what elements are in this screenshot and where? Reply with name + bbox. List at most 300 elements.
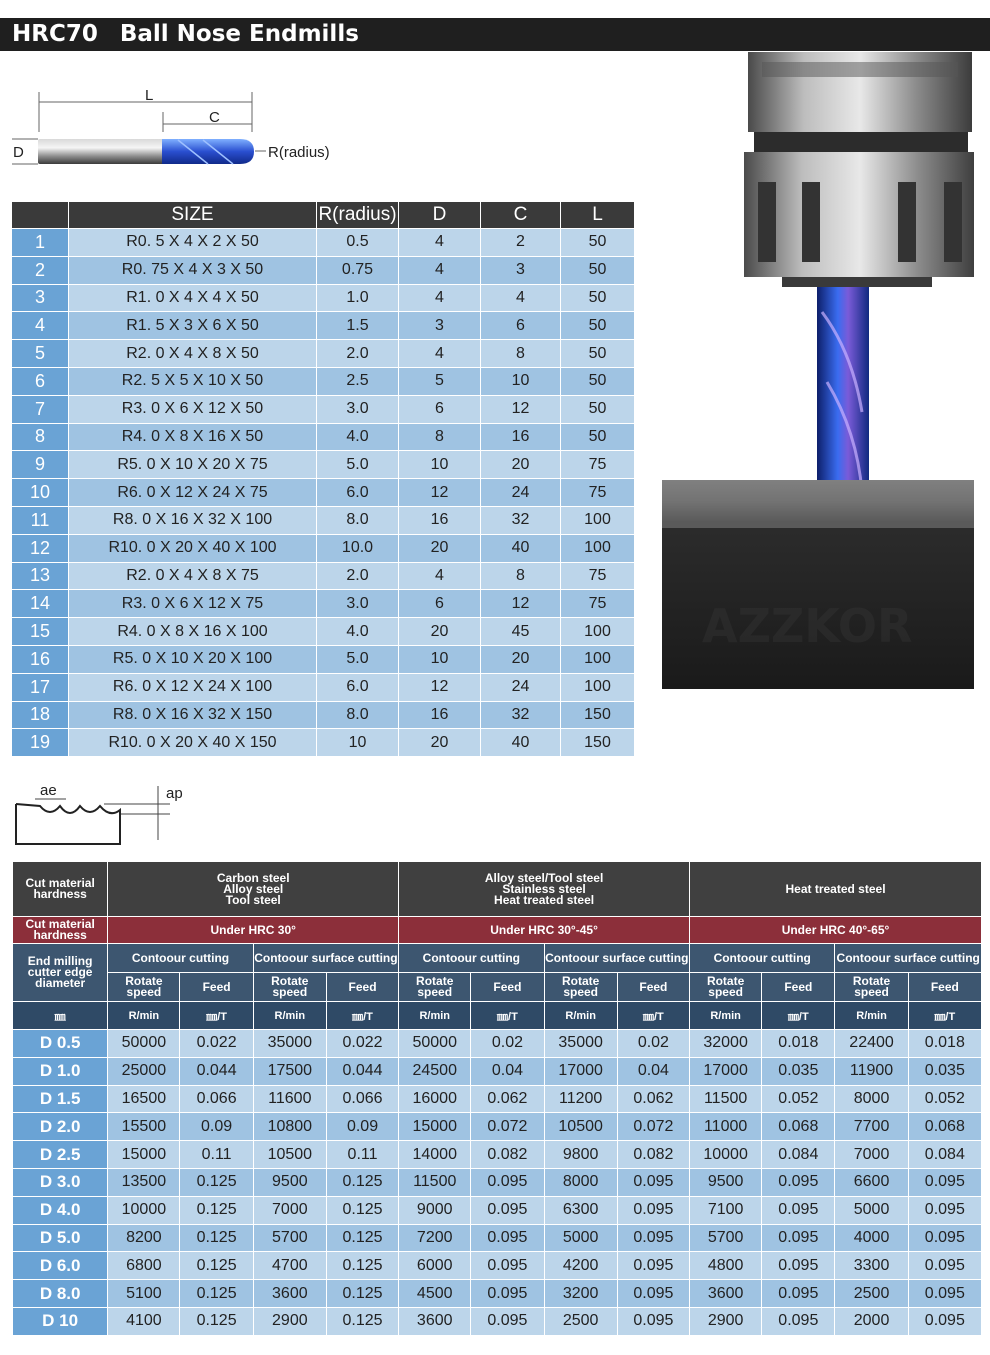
table-cell: 10500: [253, 1141, 326, 1169]
table-cell: 7000: [253, 1196, 326, 1224]
table-cell: 0.095: [762, 1224, 835, 1252]
row-index: 7: [12, 395, 69, 423]
unit-feed: ㎜/T: [180, 1002, 253, 1030]
table-cell: 4100: [108, 1307, 180, 1335]
table-cell: 16: [481, 423, 561, 451]
label-ap: ap: [166, 785, 183, 802]
table-cell: 14000: [399, 1141, 471, 1169]
dim-label-D: D: [13, 144, 24, 161]
table-cell: 20: [399, 534, 481, 562]
rotate-speed-header: Rotate speed: [253, 973, 326, 1002]
table-cell: 50: [561, 340, 635, 368]
table-cell: R8. 0 X 16 X 32 X 150: [69, 701, 317, 729]
table-cell: 75: [561, 590, 635, 618]
size-table-row: [12, 312, 635, 340]
table-cell: 10800: [253, 1113, 326, 1141]
size-table-row: [12, 256, 635, 284]
table-cell: 4: [399, 256, 481, 284]
table-cell: 0.052: [762, 1085, 835, 1113]
table-cell: 15000: [108, 1141, 180, 1169]
cut-material-label: Cut material hardness: [13, 862, 108, 917]
table-cell: 5: [399, 367, 481, 395]
table-cell: 24: [481, 673, 561, 701]
table-cell: 25000: [108, 1057, 180, 1085]
param-table-row: [13, 1085, 982, 1113]
table-cell: 0.062: [617, 1085, 689, 1113]
dim-label-L: L: [145, 87, 154, 104]
dim-label-R: R(radius): [268, 144, 330, 161]
table-cell: 1.0: [317, 284, 399, 312]
table-cell: 15000: [399, 1113, 471, 1141]
table-cell: 0.095: [908, 1224, 981, 1252]
table-cell: 0.02: [617, 1030, 689, 1058]
table-cell: 0.095: [908, 1252, 981, 1280]
table-cell: 3600: [399, 1307, 471, 1335]
table-cell: 12: [399, 479, 481, 507]
table-cell: 40: [481, 534, 561, 562]
table-cell: 2: [481, 229, 561, 257]
table-cell: 0.125: [326, 1168, 398, 1196]
material-line: Heat treated steel: [785, 881, 886, 896]
table-cell: 0.084: [762, 1141, 835, 1169]
size-table-row: [12, 395, 635, 423]
rotate-speed-header: Rotate speed: [108, 973, 180, 1002]
table-cell: 10: [481, 367, 561, 395]
table-cell: 50: [561, 229, 635, 257]
size-table-row: [12, 618, 635, 646]
table-cell: 4200: [544, 1252, 617, 1280]
table-cell: 11500: [690, 1085, 762, 1113]
size-table-row: [12, 701, 635, 729]
table-cell: 0.125: [326, 1252, 398, 1280]
feed-header: Feed: [762, 973, 835, 1002]
table-cell: 35000: [544, 1030, 617, 1058]
table-cell: 0.095: [471, 1280, 544, 1308]
table-cell: R8. 0 X 16 X 32 X 100: [69, 506, 317, 534]
table-cell: 0.084: [908, 1141, 981, 1169]
table-cell: 3: [481, 256, 561, 284]
table-cell: 0.09: [180, 1113, 253, 1141]
table-cell: 10: [317, 729, 399, 757]
table-cell: 100: [561, 645, 635, 673]
table-cell: 0.125: [326, 1307, 398, 1335]
row-index: 8: [12, 423, 69, 451]
size-table-row: [12, 645, 635, 673]
diameter-cell: D 10: [13, 1307, 108, 1335]
material-group-3: [690, 862, 982, 917]
size-table-header: [12, 202, 635, 229]
table-cell: 3: [399, 312, 481, 340]
size-table-row: [12, 534, 635, 562]
table-cell: 100: [561, 673, 635, 701]
row-index: 3: [12, 284, 69, 312]
table-cell: R5. 0 X 10 X 20 X 100: [69, 645, 317, 673]
unit-feed: ㎜/T: [326, 1002, 398, 1030]
table-cell: 0.095: [617, 1224, 689, 1252]
feed-header: Feed: [326, 973, 398, 1002]
table-cell: 150: [561, 729, 635, 757]
table-cell: 0.066: [326, 1085, 398, 1113]
table-cell: 0.095: [471, 1252, 544, 1280]
param-table-row: [13, 1141, 982, 1169]
table-cell: 9000: [399, 1196, 471, 1224]
size-table-row: [12, 423, 635, 451]
cutting-parameters-table: [12, 861, 982, 1336]
table-cell: R3. 0 X 6 X 12 X 50: [69, 395, 317, 423]
table-cell: 0.125: [326, 1196, 398, 1224]
table-cell: 2500: [835, 1280, 908, 1308]
table-cell: 4800: [690, 1252, 762, 1280]
table-cell: 15500: [108, 1113, 180, 1141]
table-cell: 10500: [544, 1113, 617, 1141]
table-cell: 12: [481, 590, 561, 618]
table-cell: 0.125: [326, 1280, 398, 1308]
param-table-row: [13, 1168, 982, 1196]
table-cell: 6: [481, 312, 561, 340]
table-cell: 50: [561, 395, 635, 423]
unit-feed: ㎜/T: [908, 1002, 981, 1030]
table-cell: 24: [481, 479, 561, 507]
table-cell: 0.066: [180, 1085, 253, 1113]
table-cell: 6.0: [317, 479, 399, 507]
feed-header: Feed: [471, 973, 544, 1002]
row-index: 19: [12, 729, 69, 757]
table-cell: 16: [399, 701, 481, 729]
op-contour-surface: Contoour surface cutting: [835, 944, 982, 973]
op-contour: Contoour cutting: [690, 944, 835, 973]
table-cell: R2. 0 X 4 X 8 X 50: [69, 340, 317, 368]
hardness-row: [13, 917, 982, 944]
op-contour: Contoour cutting: [108, 944, 253, 973]
table-cell: 6: [399, 590, 481, 618]
diameter-cell: D 0.5: [13, 1030, 108, 1058]
table-cell: 150: [561, 701, 635, 729]
table-cell: 24500: [399, 1057, 471, 1085]
table-cell: 3300: [835, 1252, 908, 1280]
row-index: 11: [12, 506, 69, 534]
row-index: 1: [12, 229, 69, 257]
table-cell: 0.095: [617, 1252, 689, 1280]
table-cell: 9500: [253, 1168, 326, 1196]
table-cell: 2900: [690, 1307, 762, 1335]
table-cell: 3.0: [317, 395, 399, 423]
param-table-row: [13, 1057, 982, 1085]
table-cell: 20: [399, 618, 481, 646]
feed-header: Feed: [180, 973, 253, 1002]
diameter-label: End milling cutter edge diameter: [13, 944, 108, 1002]
op-contour-surface: Contoour surface cutting: [544, 944, 689, 973]
size-table-row: [12, 284, 635, 312]
param-table-row: [13, 1252, 982, 1280]
unit-feed: ㎜/T: [617, 1002, 689, 1030]
row-index: 13: [12, 562, 69, 590]
table-cell: 0.068: [762, 1113, 835, 1141]
rotate-speed-header: Rotate speed: [835, 973, 908, 1002]
material-group-2: [399, 862, 690, 917]
table-cell: 50: [561, 423, 635, 451]
tool-dimension-diagram: [8, 82, 338, 182]
table-cell: 0.022: [326, 1030, 398, 1058]
table-cell: 17500: [253, 1057, 326, 1085]
row-index: 4: [12, 312, 69, 340]
row-index: 6: [12, 367, 69, 395]
table-cell: 3.0: [317, 590, 399, 618]
unit-mm: ㎜: [13, 1002, 108, 1030]
table-cell: R0. 75 X 4 X 3 X 50: [69, 256, 317, 284]
table-cell: 5100: [108, 1280, 180, 1308]
unit-feed: ㎜/T: [471, 1002, 544, 1030]
table-cell: 2.5: [317, 367, 399, 395]
table-cell: 50000: [399, 1030, 471, 1058]
unit-rpm: R/min: [835, 1002, 908, 1030]
diameter-cell: D 1.5: [13, 1085, 108, 1113]
operation-row: [13, 944, 982, 973]
table-cell: R6. 0 X 12 X 24 X 100: [69, 673, 317, 701]
table-cell: 20: [481, 451, 561, 479]
table-cell: 4: [399, 562, 481, 590]
table-cell: 40: [481, 729, 561, 757]
table-cell: 0.02: [471, 1030, 544, 1058]
param-table-row: [13, 1307, 982, 1335]
table-cell: 9500: [690, 1168, 762, 1196]
table-cell: 4: [399, 340, 481, 368]
table-cell: 0.018: [762, 1030, 835, 1058]
row-index: 2: [12, 256, 69, 284]
table-cell: 5000: [544, 1224, 617, 1252]
tool-shank: [38, 139, 164, 164]
table-cell: 13500: [108, 1168, 180, 1196]
table-cell: 75: [561, 562, 635, 590]
table-cell: 8.0: [317, 701, 399, 729]
table-cell: 0.082: [617, 1141, 689, 1169]
table-cell: 2.0: [317, 562, 399, 590]
table-cell: 7100: [690, 1196, 762, 1224]
cut-material-hardness-label: Cut material hardness: [13, 917, 108, 944]
row-index: 5: [12, 340, 69, 368]
table-cell: 0.125: [180, 1252, 253, 1280]
table-cell: 6.0: [317, 673, 399, 701]
size-table-row: [12, 729, 635, 757]
table-cell: 0.095: [617, 1307, 689, 1335]
table-cell: 0.082: [471, 1141, 544, 1169]
table-cell: 2500: [544, 1307, 617, 1335]
table-cell: 0.125: [180, 1196, 253, 1224]
table-cell: 1.5: [317, 312, 399, 340]
table-cell: 100: [561, 618, 635, 646]
table-cell: 9800: [544, 1141, 617, 1169]
table-cell: 7200: [399, 1224, 471, 1252]
size-table-row: [12, 451, 635, 479]
table-cell: 10: [399, 451, 481, 479]
row-index: 12: [12, 534, 69, 562]
table-cell: 50: [561, 284, 635, 312]
table-cell: 4: [399, 229, 481, 257]
table-cell: 50: [561, 256, 635, 284]
header-cell: L: [561, 202, 635, 229]
table-cell: 3600: [690, 1280, 762, 1308]
table-cell: 75: [561, 479, 635, 507]
tool-flute: [162, 139, 254, 164]
param-table-row: [13, 1030, 982, 1058]
table-cell: 0.095: [471, 1196, 544, 1224]
table-cell: 0.095: [471, 1168, 544, 1196]
table-cell: 0.095: [617, 1168, 689, 1196]
table-cell: R10. 0 X 20 X 40 X 100: [69, 534, 317, 562]
table-cell: 16500: [108, 1085, 180, 1113]
table-cell: 35000: [253, 1030, 326, 1058]
unit-feed: ㎜/T: [762, 1002, 835, 1030]
table-cell: 17000: [690, 1057, 762, 1085]
table-cell: 0.095: [617, 1280, 689, 1308]
table-cell: 0.062: [471, 1085, 544, 1113]
table-cell: 4.0: [317, 423, 399, 451]
table-cell: R10. 0 X 20 X 40 X 150: [69, 729, 317, 757]
material-line: Stainless steel: [502, 881, 586, 896]
table-cell: R4. 0 X 8 X 16 X 50: [69, 423, 317, 451]
row-index: 14: [12, 590, 69, 618]
table-cell: 11600: [253, 1085, 326, 1113]
unit-row: [13, 1002, 982, 1030]
diameter-cell: D 8.0: [13, 1280, 108, 1308]
material-group-1: [108, 862, 399, 917]
table-cell: 12: [481, 395, 561, 423]
material-row: [13, 862, 982, 917]
diameter-cell: D 6.0: [13, 1252, 108, 1280]
table-cell: 6600: [835, 1168, 908, 1196]
table-cell: 2.0: [317, 340, 399, 368]
rotate-speed-header: Rotate speed: [544, 973, 617, 1002]
table-cell: 11900: [835, 1057, 908, 1085]
table-cell: R2. 5 X 5 X 10 X 50: [69, 367, 317, 395]
table-cell: R4. 0 X 8 X 16 X 100: [69, 618, 317, 646]
material-line: Tool steel: [225, 892, 281, 907]
hardness-cell: Under HRC 40°-65°: [690, 917, 982, 944]
header-cell: SIZE: [69, 202, 317, 229]
table-cell: 16000: [399, 1085, 471, 1113]
table-cell: 8000: [544, 1168, 617, 1196]
table-cell: 16: [399, 506, 481, 534]
row-index: 9: [12, 451, 69, 479]
param-table-row: [13, 1113, 982, 1141]
table-cell: 8200: [108, 1224, 180, 1252]
row-index: 18: [12, 701, 69, 729]
size-table-row: [12, 229, 635, 257]
param-table-row: [13, 1224, 982, 1252]
table-cell: 22400: [835, 1030, 908, 1058]
table-cell: 0.072: [471, 1113, 544, 1141]
size-table-row: [12, 340, 635, 368]
table-cell: 6800: [108, 1252, 180, 1280]
table-cell: 0.052: [908, 1085, 981, 1113]
table-cell: 3600: [253, 1280, 326, 1308]
table-cell: 50: [561, 312, 635, 340]
table-cell: 75: [561, 451, 635, 479]
table-cell: 2000: [835, 1307, 908, 1335]
table-cell: 0.068: [908, 1113, 981, 1141]
table-cell: 0.018: [908, 1030, 981, 1058]
table-cell: 0.09: [326, 1113, 398, 1141]
table-cell: 20: [399, 729, 481, 757]
diameter-cell: D 1.0: [13, 1057, 108, 1085]
table-cell: 8000: [835, 1085, 908, 1113]
op-contour-surface: Contoour surface cutting: [253, 944, 398, 973]
table-cell: 0.095: [908, 1280, 981, 1308]
hardness-cell: Under HRC 30°: [108, 917, 399, 944]
table-cell: 0.035: [762, 1057, 835, 1085]
row-index: 15: [12, 618, 69, 646]
table-cell: 100: [561, 534, 635, 562]
table-cell: 0.04: [471, 1057, 544, 1085]
table-cell: 32000: [690, 1030, 762, 1058]
table-cell: 0.04: [617, 1057, 689, 1085]
size-table-row: [12, 506, 635, 534]
rotate-speed-header: Rotate speed: [690, 973, 762, 1002]
table-cell: 6: [399, 395, 481, 423]
table-cell: 0.125: [180, 1224, 253, 1252]
table-cell: 0.095: [762, 1168, 835, 1196]
table-cell: 0.125: [180, 1280, 253, 1308]
feed-header: Feed: [617, 973, 689, 1002]
table-cell: 32: [481, 701, 561, 729]
size-table-row: [12, 590, 635, 618]
table-cell: 50000: [108, 1030, 180, 1058]
table-cell: 0.125: [326, 1224, 398, 1252]
param-table-row: [13, 1196, 982, 1224]
table-cell: 11000: [690, 1113, 762, 1141]
table-cell: 4700: [253, 1252, 326, 1280]
unit-rpm: R/min: [108, 1002, 180, 1030]
table-cell: 0.095: [908, 1307, 981, 1335]
rotate-speed-header: Rotate speed: [399, 973, 471, 1002]
table-cell: 7000: [835, 1141, 908, 1169]
table-cell: 0.095: [617, 1196, 689, 1224]
table-cell: R1. 0 X 4 X 4 X 50: [69, 284, 317, 312]
table-cell: R1. 5 X 3 X 6 X 50: [69, 312, 317, 340]
diameter-cell: D 2.0: [13, 1113, 108, 1141]
table-cell: 0.095: [762, 1280, 835, 1308]
table-cell: 0.072: [617, 1113, 689, 1141]
label-ae: ae: [40, 782, 57, 799]
table-cell: 0.75: [317, 256, 399, 284]
table-cell: 4.0: [317, 618, 399, 646]
row-index: 17: [12, 673, 69, 701]
table-cell: 0.11: [180, 1141, 253, 1169]
diameter-cell: D 3.0: [13, 1168, 108, 1196]
table-cell: R0. 5 X 4 X 2 X 50: [69, 229, 317, 257]
material-line: Alloy steel: [223, 881, 284, 896]
table-cell: 0.044: [326, 1057, 398, 1085]
table-cell: 10000: [690, 1141, 762, 1169]
material-line: Heat treated steel: [494, 892, 595, 907]
header-cell: [12, 202, 69, 229]
unit-rpm: R/min: [544, 1002, 617, 1030]
table-cell: 10.0: [317, 534, 399, 562]
table-cell: 4000: [835, 1224, 908, 1252]
title-label: Ball Nose Endmills: [119, 21, 359, 47]
table-cell: 8: [481, 562, 561, 590]
material-line: Alloy steel/Tool steel: [484, 870, 604, 885]
table-cell: 4: [399, 284, 481, 312]
size-table-row: [12, 367, 635, 395]
photo-watermark: AZZKOR: [702, 599, 913, 653]
size-table: [11, 201, 635, 757]
table-cell: 32: [481, 506, 561, 534]
unit-rpm: R/min: [690, 1002, 762, 1030]
product-photo: [662, 52, 974, 689]
param-table-row: [13, 1280, 982, 1308]
table-cell: 0.022: [180, 1030, 253, 1058]
table-cell: 5.0: [317, 451, 399, 479]
